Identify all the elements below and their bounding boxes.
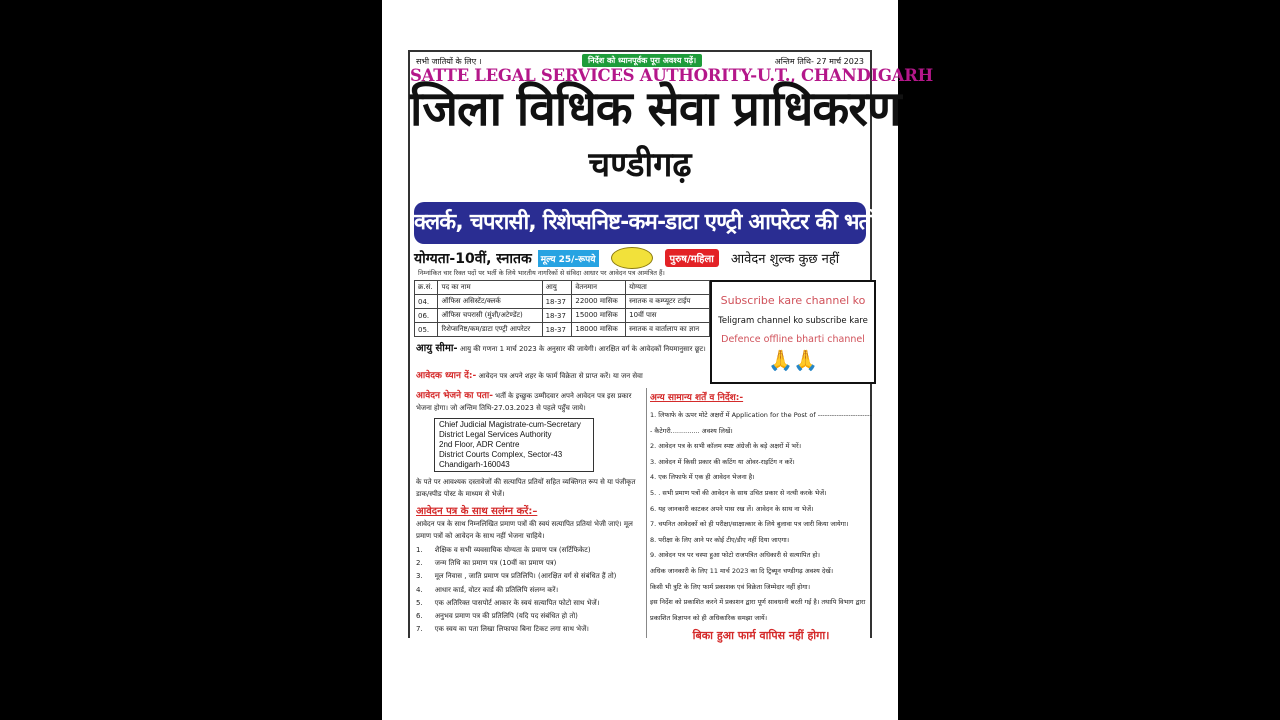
attention-note: [416, 368, 643, 381]
term-item: 9. आवेदन पत्र पर चस्पा हुआ फोटो राजपत्रित अधिकारी से सत्यापित हो।: [650, 551, 820, 560]
table-cell: 18-37: [542, 309, 572, 323]
extra-info: अधिक जानकारी के लिए 11 मार्च 2023 का दि ट्रिब्यून चण्डीगढ़ अवश्य देखें।: [650, 566, 834, 575]
item-text: आधार कार्ड, वोटर कार्ड की प्रतिलिपि संलग्न करें।: [434, 585, 559, 594]
qualification-text: योग्यता-10वीं, स्नातक: [414, 250, 532, 267]
qualification-row: [414, 248, 868, 268]
item-text: जन्म तिथि का प्रमाण पत्र (10वीं का प्रमाण पत्र): [434, 559, 557, 568]
column-divider: [646, 388, 647, 638]
attachments-section: [416, 506, 646, 636]
table-cell: ऑफिस चपरासी (मुंशी/अटेण्डेंट): [438, 309, 542, 323]
instruction-badge: निर्देश को ध्यानपूर्वक पूरा अवश्य पढ़ें।: [582, 54, 702, 67]
list-item: [416, 623, 646, 636]
recruitment-poster: [408, 50, 933, 643]
hindi-title: जिला विधिक सेवा प्राधिकरण: [410, 81, 901, 137]
table-cell: 22000 मासिक: [572, 295, 626, 309]
term-item: 5. . सभी प्रमाण पत्रों की आवेदन के साथ उचित प्रकार से नत्थी करके भेजें।: [650, 488, 827, 497]
item-number: 5.: [416, 598, 423, 607]
attention-label: आवेदक ध्यान दें:-: [416, 371, 477, 381]
table-cell: 18-37: [542, 323, 572, 337]
table-cell: रिशेप्सनिष्ट/कम/डाटा एण्ट्री आपरेटर: [438, 323, 542, 337]
address-line: 2nd Floor, ADR Centre: [439, 440, 520, 449]
item-number: 3.: [416, 572, 423, 581]
item-number: 4.: [416, 585, 423, 594]
no-return-notice: बिका हुआ फार्म वापिस नहीं होगा।: [692, 629, 830, 643]
term-item: 7. चयनित आवेदकों को ही परीक्षा/साक्षात्कार के लिये बुलावा पत्र जारी किया जायेगा।: [650, 520, 849, 529]
english-title: SATTE LEGAL SERVICES AUTHORITY-U.T., CHANDIGARH: [410, 66, 933, 85]
table-cell: 04.: [415, 295, 438, 309]
posts-table: [414, 280, 710, 337]
table-row: [415, 295, 710, 309]
item-number: 6.: [416, 612, 423, 621]
attach-list: [416, 544, 646, 636]
item-text: एक अतिरिक्त पासपोर्ट आकार के स्वयं सत्यापित फोटो साथ भेजें।: [434, 598, 600, 607]
send-text: भर्ती के इच्छुक उम्मीदवार अपने आवेदन पत्र इस प्रकार भेजना होगा। जो अन्तिम तिथि-27.03.2023 से पहले पहुँच जाये।: [416, 392, 632, 412]
table-cell: 15000 मासिक: [572, 309, 626, 323]
gender-badge: पुरुष/महिला: [665, 249, 719, 267]
subscribe-promo-box: [710, 280, 876, 384]
table-header: क्र.सं.: [415, 281, 438, 295]
address-line: Chief Judicial Magistrate-cum-Secretary: [439, 420, 581, 429]
table-cell: स्नातक व वार्तालाप का ज्ञान: [626, 323, 710, 337]
send-heading: आवेदन भेजने का पता-: [416, 391, 493, 401]
item-text: एक स्वय का पता लिखा लिफाफा बिना टिकट लगा साथ भेजें।: [434, 625, 589, 634]
address-line: District Legal Services Authority: [439, 430, 552, 439]
telegram-line: Teligram channel ko subscribe kare: [718, 316, 868, 326]
last-date: अन्तिम तिथि- 27 मार्च 2023: [774, 57, 864, 66]
age-text: आयु की गणना 1 मार्च 2023 के अनुसार की जायेगी। आरक्षित वर्ग के आवेदकों नियमानुसार छूट।: [459, 345, 706, 353]
term-item: 4. एक लिफाफे में एक ही आवेदन भेजना है।: [650, 473, 755, 482]
table-cell: 18000 मासिक: [572, 323, 626, 337]
intro-text: निम्नांकित चार रिक्त पदों पर भर्ती के लिये भारतीय नागरिकों से संविदा आधार पर आवेदन पत्र आमंत्रित हैं।: [418, 269, 665, 277]
term-item: 2. आवेदन पत्र के सभी कॉलम स्पष्ट अंग्रेजी के बड़े अक्षरों में भरें।: [650, 442, 802, 451]
table-cell: स्नातक व कम्प्यूटर टाईप: [626, 295, 710, 309]
table-cell: ऑफिस असिस्टेंट/क्लर्क: [438, 295, 542, 309]
send-after-text: के पते पर आवश्यक दस्तावेजों की सत्यापित प्रतियों सहित व्यक्तिगत रूप से या पंजीकृत डाक/स्पीड पोस्ट के माध्यम से भेजें।: [416, 478, 636, 498]
term-item: 1. लिफाफे के ऊपर मोटे अक्षरों में Application for the Post of ------------------------ कैटेगरी.............. अवश्य लिखें।: [650, 411, 872, 435]
list-item: [416, 544, 646, 557]
subscribe-line: Subscribe kare channel ko: [720, 294, 866, 307]
age-limit: [416, 342, 706, 356]
term-item: 3. आवेदन में किसी प्रकार की कटिंग या ओवर-राइटिंग न करें।: [650, 457, 795, 466]
term-item: 8. परीक्षा के लिए आने पर कोई टीए/डीए नहीं दिया जाएगा।: [650, 535, 790, 544]
posts-banner: क्लर्क, चपरासी, रिशेप्सनिष्ट-कम-डाटा एण्ट्री आपरेटर की भर्ती: [414, 202, 866, 244]
address-box: [434, 418, 594, 472]
table-cell: 06.: [415, 309, 438, 323]
item-number: 7.: [416, 625, 423, 634]
top-left-note: सभी जातियों के लिए ।: [416, 57, 482, 66]
list-item: [416, 570, 646, 583]
table-cell: 10वीं पास: [626, 309, 710, 323]
item-number: 1.: [416, 546, 423, 554]
table-header: वेतनमान: [572, 281, 626, 295]
table-header: आयु: [542, 281, 572, 295]
channel-name: Defence offline bharti channel: [721, 334, 865, 345]
table-header: योग्यता: [626, 281, 710, 295]
attach-heading: आवेदन पत्र के साथ सलंग्न करें:–: [416, 506, 538, 517]
price-badge: मूल्य 25/-रूपये: [538, 250, 599, 267]
fee-text: आवेदन शुल्क कुछ नहीं: [730, 252, 840, 267]
left-column: [416, 390, 646, 636]
age-label: आयु सीमा-: [416, 343, 458, 354]
address-line: District Courts Complex, Sector-43: [439, 450, 563, 459]
item-text: मूल निवास , जाति प्रमाण पत्र प्रतिलिपि। (आरक्षित वर्ग से संबंधित हैं तो): [434, 572, 617, 581]
table-header-row: [415, 281, 710, 295]
list-item: [416, 557, 646, 570]
attention-text: आवेदन पत्र अपने शहर के फार्म विक्रेता से प्राप्त करें। या जन सेवा: [478, 372, 643, 380]
table-cell: 05.: [415, 323, 438, 337]
attach-intro: आवेदन पत्र के साथ निम्नलिखित प्रमाण पत्रों की स्वयं सत्यापित प्रतियां भेजी जाएं। मूल प्रमाण पत्रों को आवेदन के साथ नहीं भेजना चाहिये।: [416, 520, 633, 540]
table-cell: 18-37: [542, 295, 572, 309]
address-line: Chandigarh-160043: [439, 460, 510, 469]
table-row: [415, 323, 710, 337]
item-number: 2.: [416, 559, 423, 568]
right-column: [650, 392, 872, 644]
term-item: 6. यह जानकारी काटकर अपने पास रख लें। आवेदन के साथ ना भेजें।: [650, 504, 814, 513]
item-text: शैक्षिक व सभी व्यवसायिक योग्यता के प्रमाण पत्र (सर्टिफिकेट): [434, 546, 591, 554]
yellow-oval-shape: [611, 247, 653, 269]
extra-info: इस निर्देश को प्रकाशित करने में प्रकाशन द्वारा पूर्ण सावधानी बरती गई है। तथापि विभाग द्वारा प्रकाशित विज्ञापन को ही अधिकारिक समझा जायें।: [650, 598, 866, 622]
hindi-city: चण्डीगढ़: [588, 145, 692, 185]
table-header: पद का नाम: [438, 281, 542, 295]
list-item: [416, 584, 646, 597]
list-item: [416, 597, 646, 610]
folded-hands-icon: 🙏🙏: [768, 348, 818, 372]
terms-heading: अन्य सामान्य शर्तें व निर्देश:-: [650, 393, 744, 403]
list-item: [416, 610, 646, 623]
table-row: [415, 309, 710, 323]
extra-info: किसी भी त्रुटि के लिए फार्म प्रकाशक एवं विक्रेता जिम्मेदार नहीं होगा।: [650, 582, 811, 591]
item-text: अनुभव प्रमाण पत्र की प्रतिलिपि (यदि पद संबंधित हो तो): [434, 612, 578, 621]
